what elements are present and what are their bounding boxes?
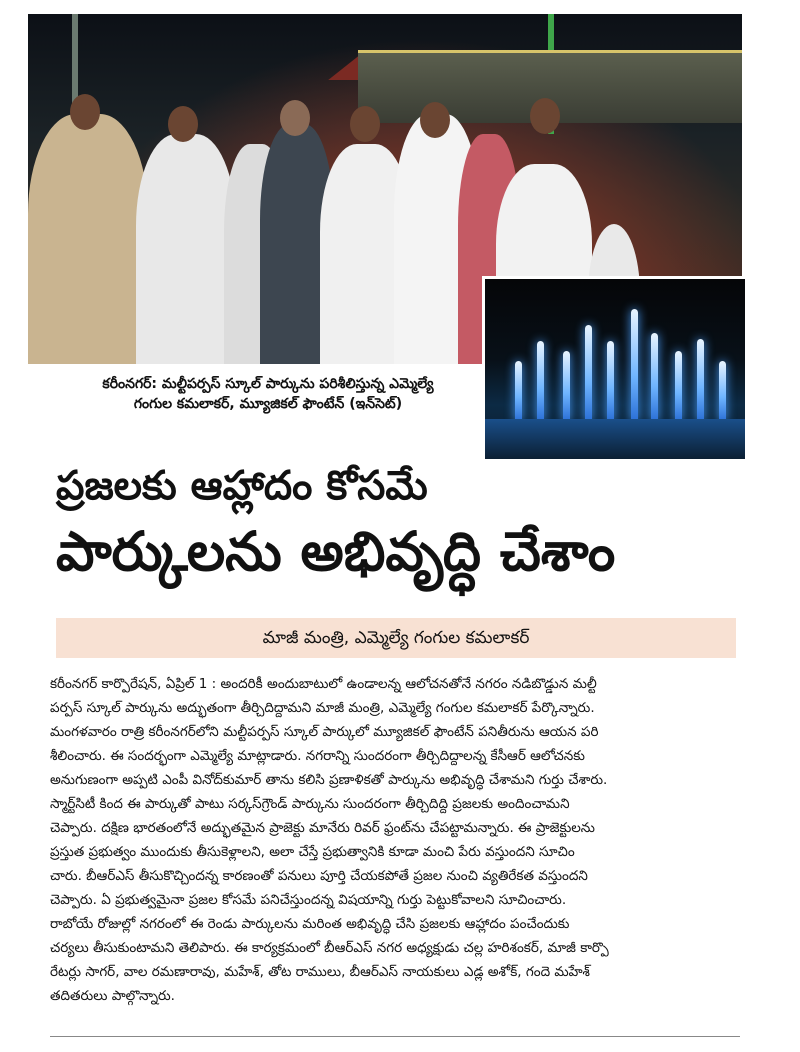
person-head bbox=[280, 100, 310, 136]
newspaper-clipping bbox=[28, 14, 770, 1044]
fountain-jet bbox=[515, 361, 522, 421]
photo-caption bbox=[68, 374, 468, 414]
article-line: అనుగుణంగా అప్పటి ఎంపీ వినోద్‌కుమార్‌ తాను కలిసి ప్రణాళికతో పార్కును అభివృద్ధి చేశామని గుర్తు చేశారు. bbox=[50, 772, 608, 788]
article-body bbox=[50, 672, 740, 1008]
article-line: చెప్పారు. దక్షిణ భారతంలోనే అద్భుతమైన ప్రాజెక్టు మానేరు రివర్‌ ఫ్రంట్‌ను చేపట్టామన్నారు. ఈ ప్రాజెక్టులను bbox=[50, 820, 595, 836]
caption-line-1: కరీంనగర్‌: మల్టీపర్పస్‌ స్కూల్‌ పార్కును పరిశీలిస్తున్న ఎమ్మెల్యే bbox=[102, 376, 434, 392]
fountain-jet bbox=[537, 341, 544, 421]
fountain-inset-photo bbox=[482, 276, 748, 462]
article-line: పర్పస్‌ స్కూల్‌ పార్కును అద్భుతంగా తీర్చిదిద్దామని మాజీ మంత్రి, ఎమ్మెల్యే గంగుల కమలాకర్‌ పేర్కొన్నారు. bbox=[50, 700, 595, 716]
article-line: కరీంనగర్‌ కార్పొరేషన్‌, ఏప్రిల్‌ 1 : అందరికీ అందుబాటులో ఉండాలన్న ఆలోచనతోనే నగరం నడిబొడ్డున మల్టీ bbox=[50, 676, 597, 692]
article-line: చర్యలు తీసుకుంటామని తెలిపారు. ఈ కార్యక్రమంలో బీఆర్‌ఎస్‌ నగర అధ్యక్షుడు చల్ల హరిశంకర్‌, మాజీ కార్పొ bbox=[50, 940, 609, 956]
fountain-jet bbox=[631, 309, 638, 421]
person-head bbox=[168, 106, 198, 142]
article-line: మంగళవారం రాత్రి కరీంనగర్‌లోని మల్టీపర్పస్‌ స్కూల్‌ పార్కులో మ్యూజికల్‌ ఫౌంటేన్‌ పనితీరును ఆయన పరి bbox=[50, 724, 599, 740]
byline-band: మాజీ మంత్రి, ఎమ్మెల్యే గంగుల కమలాకర్‌ bbox=[56, 618, 736, 658]
fountain-jet bbox=[675, 351, 682, 421]
article-line: స్మార్ట్‌సిటీ కింద ఈ పార్కుతో పాటు సర్కస్‌గ్రౌండ్‌ పార్కును సుందరంగా తీర్చిదిద్ది ప్రజలకు అందించామని bbox=[50, 796, 570, 812]
article-line: తదితరులు పాల్గొన్నారు. bbox=[50, 988, 175, 1004]
person-head bbox=[420, 102, 450, 138]
headline-kicker: ప్రజలకు ఆహ్లాదం కోసమే bbox=[56, 463, 428, 509]
caption-line-2: గంగుల కమలాకర్‌, మ్యూజికల్‌ ఫౌంటేన్‌ (ఇన్‌సెట్‌) bbox=[133, 396, 403, 412]
person-head bbox=[530, 98, 560, 134]
article-line: రేటర్లు సాగర్‌, వాల రమణారావు, మహేశ్‌, తోట రాములు, బీఆర్‌ఎస్‌ నాయకులు ఎడ్ల అశోక్‌, గందె మహేశ్‌ bbox=[50, 964, 590, 980]
headline-main: పార్కులను అభివృద్ధి చేశాం bbox=[56, 520, 616, 583]
article-line: ప్రస్తుత ప్రభుత్వం ముందుకు తీసుకెళ్లాలని, అలా చేస్తే ప్రభుత్వానికి కూడా మంచి పేరు వస్తుందని సూచిం bbox=[50, 844, 575, 860]
fountain-jet bbox=[697, 339, 704, 421]
fountain-jet bbox=[563, 351, 570, 421]
person-figure bbox=[136, 134, 236, 364]
person-head bbox=[350, 106, 380, 142]
fountain-jet bbox=[607, 341, 614, 421]
article-line: చారు. బీఆర్‌ఎస్‌ తీసుకొచ్చిందన్న కారణంతో పనులు పూర్తి చేయకపోతే ప్రజల నుంచి వ్యతిరేకత వస్తుందని bbox=[50, 868, 588, 884]
article-line: రాబోయే రోజుల్లో నగరంలో ఈ రెండు పార్కులను మరింత అభివృద్ధి చేసి ప్రజలకు ఆహ్లాదం పంచేందుకు bbox=[50, 916, 570, 932]
person-head bbox=[70, 94, 100, 130]
person-figure bbox=[28, 114, 148, 364]
article-line: శీలించారు. ఈ సందర్భంగా ఎమ్మెల్యే మాట్లాడారు. నగరాన్ని సుందరంగా తీర్చిదిద్దాలన్న కేసీఆర్‌ ఆలోచనకు bbox=[50, 748, 585, 764]
fountain-pool bbox=[485, 419, 745, 459]
fountain-jet bbox=[651, 333, 658, 421]
fountain-jet bbox=[719, 361, 726, 421]
bottom-divider bbox=[50, 1036, 740, 1037]
fountain-jet bbox=[585, 325, 592, 421]
article-line: చెప్పారు. ఏ ప్రభుత్వమైనా ప్రజల కోసమే పనిచేస్తుందన్న విషయాన్ని గుర్తు పెట్టుకోవాలని సూచించారు. bbox=[50, 892, 567, 908]
